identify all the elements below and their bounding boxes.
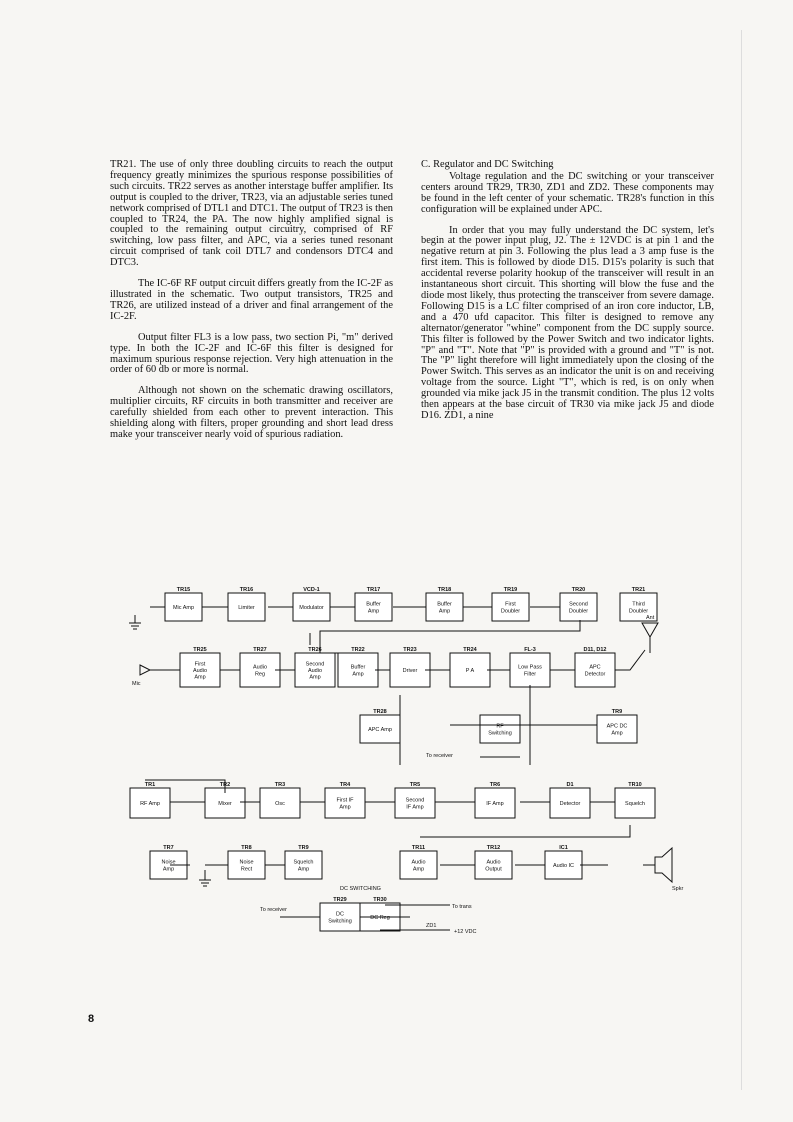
page-number: 8 — [88, 1013, 95, 1025]
block-label: Second — [305, 661, 325, 668]
paragraph: The IC-6F RF output circuit differs greatly from the IC-2F as illustrated in the schematic. Two output transistors, TR25 and TR26, are utilized instead of a driver and final arrangement of the IC-2F. — [110, 278, 393, 322]
block-label: First — [194, 661, 206, 668]
diagram-block — [480, 715, 520, 743]
speaker-label: Spkr — [672, 886, 684, 892]
block-label: Detector — [559, 801, 581, 807]
block-label: P A — [465, 668, 475, 674]
block-label: IF Amp — [406, 804, 424, 811]
block-label: DC Reg — [370, 915, 390, 921]
block-label: Amp — [339, 804, 351, 811]
block-label: First IF — [336, 797, 354, 804]
block-tag: TR5 — [409, 782, 421, 788]
block-label: Detector — [584, 671, 606, 678]
diagram-block — [150, 845, 187, 879]
diagram-block — [130, 782, 170, 818]
block-label: Doubler — [500, 608, 521, 615]
block-label: Audio — [486, 859, 501, 866]
block-tag: TR29 — [333, 897, 347, 903]
block-label: Limiter — [238, 605, 255, 611]
block-tag: TR7 — [163, 845, 174, 851]
block-label: APC Amp — [368, 727, 392, 733]
diagram-block — [228, 845, 265, 879]
block-label: Squelch — [293, 859, 314, 866]
block-label: Mixer — [218, 801, 232, 807]
diagram-block — [320, 897, 360, 931]
scan-edge-line — [741, 30, 742, 1090]
diagram-block — [165, 587, 202, 621]
microphone-icon — [140, 665, 160, 675]
block-tag: D11, D12 — [583, 647, 607, 653]
block-label: Audio IC — [552, 863, 575, 869]
block-label: Switching — [328, 918, 352, 925]
block-label: Amp — [611, 730, 623, 737]
block-tag: TR21 — [631, 587, 646, 593]
block-tag: TR28 — [373, 709, 387, 715]
block-diagram — [110, 575, 710, 940]
diagram-block — [475, 845, 512, 879]
block-label: Second — [405, 797, 425, 804]
dc-switching-label: DC SWITCHING — [340, 886, 381, 892]
block-label: Amp — [352, 671, 364, 678]
block-diagram-svg — [110, 575, 710, 940]
diagram-block — [355, 587, 392, 621]
diagram-block — [293, 587, 330, 621]
block-tag: TR30 — [373, 897, 387, 903]
block-label: Audio — [252, 664, 268, 671]
ground-icon — [129, 615, 141, 629]
diagram-block — [597, 709, 637, 743]
block-label: Buffer — [350, 664, 366, 671]
block-label: Second — [569, 601, 588, 608]
block-label: Audio — [192, 668, 208, 674]
paragraph: Voltage regulation and the DC switching or your transceiver centers around TR29, TR30, ZD1 and ZD2. These components may be found in the left center of your schematic. TR28's function in this configuration will be explained under APC. — [421, 170, 714, 215]
block-label: Switching — [488, 730, 512, 737]
block-label: DC — [336, 911, 344, 918]
to-receiver-label: To receiver — [426, 753, 453, 759]
left-column — [110, 160, 393, 451]
block-tag: TR17 — [366, 587, 381, 593]
section-heading: C. Regulator and DC Switching — [421, 159, 554, 170]
paragraph: Although not shown on the schematic drawing oscillators, multiplier circuits, RF circuits in both transmitter and receiver are carefully shielded from each other to prevent interaction. This shielding along with filters, proper grounding and short lead dress make your transceiver nearly void of spurious radiation. — [110, 385, 393, 440]
block-tag: TR26 — [308, 647, 322, 653]
block-label: Amp — [194, 674, 206, 681]
block-label: Osc — [275, 801, 285, 807]
diagram-block — [285, 845, 322, 879]
block-label: Buffer — [437, 601, 452, 608]
diagram-block — [615, 782, 655, 818]
diagram-block — [260, 782, 300, 818]
block-label: Reg — [254, 671, 266, 678]
block-label: RF — [496, 723, 504, 730]
diagram-block — [395, 782, 435, 818]
block-tag: TR25 — [193, 647, 207, 653]
block-tag: TR24 — [463, 647, 477, 653]
block-tag: VCD-1 — [303, 587, 320, 593]
block-tag: TR10 — [628, 782, 642, 788]
diagram-block — [450, 647, 490, 687]
diagram-block — [475, 782, 515, 818]
block-label: Audio — [411, 859, 426, 866]
diagram-block — [575, 647, 615, 687]
diagram-block — [180, 647, 220, 687]
block-label: First — [505, 601, 516, 608]
diagram-block — [426, 587, 463, 621]
block-tag: TR16 — [239, 587, 254, 593]
block-label: Filter — [523, 671, 537, 678]
diagram-block — [338, 647, 378, 687]
diagram-block — [360, 897, 400, 931]
vdc-label: +12 VDC — [454, 929, 477, 935]
block-label: Amp — [309, 674, 321, 681]
block-tag: TR11 — [411, 845, 426, 851]
block-label: APC DC — [606, 723, 628, 730]
block-tag: FL-3 — [524, 647, 536, 653]
to-receiver-bottom-label: To receiver — [260, 907, 287, 913]
diagram-block — [560, 587, 597, 621]
block-label: Amp — [438, 608, 451, 615]
block-tag: TR9 — [611, 709, 623, 715]
block-tag: D1 — [566, 782, 574, 788]
block-tag: TR1 — [144, 782, 156, 788]
block-label: Third — [632, 601, 645, 608]
to-transmitter-label: To trans — [452, 904, 472, 910]
block-tag: TR19 — [503, 587, 518, 593]
block-tag: TR6 — [489, 782, 501, 788]
block-label: Noise — [161, 859, 176, 866]
paragraph: In order that you may fully understand the DC system, let's begin at the power input plug, J2. The ± 12VDC is at pin 1 and the negative return at pin 3. Following the plus lead a 3 amp fuse is the first item. This is followed by diode D15. D15's polarity is such that accidental reverse polarity hookup of the transceiver will result in an instantaneous short circuit. This shorting will blow the fuse and the diode most likely, thus protecting the transceiver from severe damage. Following D15 is a LC filter comprised of an iron core inductor, LB, and a 470 ufd capacitor. This filter is designed to remove any alternator/generator "whine" component from the DC supply source. This filter is followed by the Power Switch and two indicator lights. "P" and "T". Note that "P" is provided with a ground and "T" is not. The "P" light therefore will light immediately upon the closing of the Power Switch. This serves as an indicator the unit is on and receiving voltage from the source. Light "T", which is red, is on only when grounded via mike jack J5 in the transmit condition. The plus 12 volts then appears at the base circuit of TR30 via mike jack J5 and diode D16. ZD1, a nine — [421, 224, 714, 421]
block-tag: TR27 — [253, 647, 267, 653]
diagram-block — [550, 782, 590, 818]
block-tag: TR23 — [403, 647, 417, 653]
block-tag: TR8 — [241, 845, 252, 851]
block-tag: TR3 — [274, 782, 286, 788]
block-label: Squelch — [625, 801, 645, 807]
diagram-block — [510, 647, 550, 687]
paragraph: Output filter FL3 is a low pass, two section Pi, "m" derived type. In both the IC-2F and IC-6F this filter is designed for maximum spurious response rejection. Very high attenuation in the order of 60 db or more is normal. — [110, 331, 393, 376]
block-label: Audio — [307, 668, 323, 674]
block-label: Amp — [162, 866, 175, 873]
block-tag: TR9 — [298, 845, 309, 851]
diagram-block — [240, 647, 280, 687]
speaker-icon — [655, 848, 672, 882]
diagram-block — [390, 647, 430, 687]
block-label: Low Pass — [518, 664, 542, 671]
block-tag: TR12 — [486, 845, 501, 851]
antenna-icon — [642, 623, 658, 637]
antenna-label: Ant — [646, 615, 655, 621]
mic-label: Mic — [132, 681, 141, 687]
block-label: Rect — [240, 866, 253, 873]
block-tag: TR18 — [437, 587, 452, 593]
block-label: Modulator — [299, 605, 324, 611]
diagram-block — [228, 587, 265, 621]
block-tag: TR22 — [351, 647, 365, 653]
zd1-label: ZD1 — [426, 923, 437, 929]
block-label: RF Amp — [140, 801, 160, 807]
block-tag: TR4 — [339, 782, 351, 788]
block-tag: IC1 — [559, 845, 568, 851]
block-label: IF Amp — [486, 801, 504, 807]
diagram-block — [360, 709, 400, 743]
block-label: Amp — [297, 866, 310, 873]
block-label: Amp — [367, 608, 380, 615]
block-label: Noise — [239, 859, 254, 866]
block-label: Buffer — [366, 601, 381, 608]
block-tag: TR15 — [176, 587, 191, 593]
block-label: APC — [589, 664, 601, 671]
block-label: Driver — [402, 668, 418, 674]
block-label: Output — [485, 866, 502, 873]
diagram-block — [545, 845, 582, 879]
diagram-block — [325, 782, 365, 818]
block-label: Doubler — [628, 608, 649, 615]
block-label: Doubler — [568, 608, 589, 615]
block-tag: TR20 — [571, 587, 586, 593]
paragraph: TR21. The use of only three doubling circuits to reach the output frequency greatly minimizes the spurious response possibilities of such circuits. TR22 serves as another interstage buffer amplifier. Its output is coupled to the driver, TR23, via an adjustable series tuned network comprised of DTL1 and DTC1. The output of TR23 is then coupled to TR24, the PA. The now highly amplified signal is coupled to the remaining output circuitry, comprised of RF switching, low pass filter, and APC, via a series tuned resonant circuit comprised of tank coil DTL7 and condensors DTC4 and DTC3. — [110, 159, 394, 269]
block-tag: TR2 — [219, 782, 231, 788]
block-label: Mic Amp — [172, 605, 195, 611]
diagram-block — [492, 587, 529, 621]
ground-icon — [199, 870, 211, 886]
right-column — [421, 160, 714, 432]
diagram-block — [400, 845, 437, 879]
block-label: Amp — [412, 866, 425, 873]
